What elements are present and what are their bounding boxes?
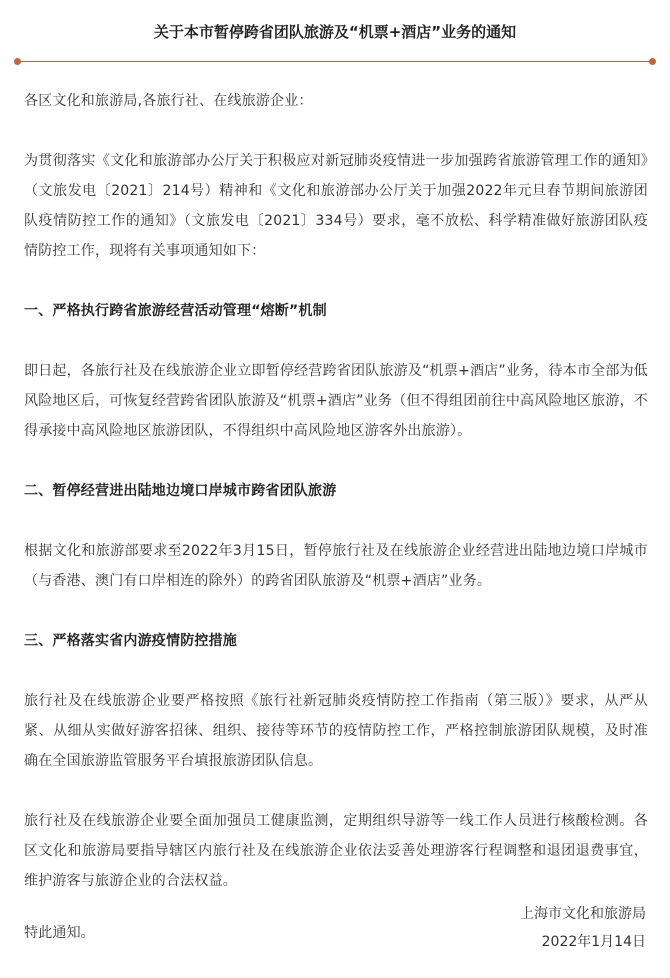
document-title: 关于本市暂停跨省团队旅游及“机票+酒店”业务的通知	[153, 23, 517, 41]
divider-right-dot	[649, 58, 656, 65]
section-2-paragraph-1: 根据文化和旅游部要求至2022年3月15日，暂停旅行社及在线旅游企业经营进出陆地边境口岸城市（与香港、澳门有口岸相连的除外）的跨省团队旅游及“机票+酒店”业务。	[24, 543, 648, 589]
section-3-paragraph-2: 旅行社及在线旅游企业要全面加强员工健康监测，定期组织导游等一线工作人员进行核酸检测。各区文化和旅游局要指导辖区内旅行社及在线旅游企业依法妥善处理游客行程调整和退团退费事宜，维护游客与旅游企业的合法权益。	[24, 813, 648, 889]
title-divider	[14, 58, 656, 66]
document-body	[24, 86, 648, 978]
signature-block	[520, 900, 646, 956]
intro-paragraph: 为贯彻落实《文化和旅游部办公厅关于积极应对新冠肺炎疫情进一步加强跨省旅游管理工作的通知》（文旅发电〔2021〕214号）精神和《文化和旅游部办公厅关于加强2022年元旦春节期间旅游团队疫情防控工作的通知》（文旅发电〔2021〕334号）要求，毫不放松、科学精准做好旅游团队疫情防控工作，现将有关事项通知如下：	[24, 153, 648, 259]
issuer-name: 上海市文化和旅游局	[520, 906, 646, 922]
salutation: 各区文化和旅游局,各旅行社、在线旅游企业：	[24, 93, 313, 109]
section-3-paragraph-1: 旅行社及在线旅游企业要严格按照《旅行社新冠肺炎疫情防控工作指南（第三版）》要求，从严从紧、从细从实做好游客招徕、组织、接待等环节的疫情防控工作，严格控制旅游团队规模，及时准确在全国旅游监管服务平台填报旅游团队信息。	[24, 693, 648, 769]
issue-date: 2022年1月14日	[541, 934, 646, 950]
section-heading-3: 三、严格落实省内游疫情防控措施	[24, 633, 237, 649]
divider-line	[20, 61, 650, 62]
section-1-paragraph-1: 即日起，各旅行社及在线旅游企业立即暂停经营跨省团队旅游及“机票+酒店”业务，待本市全部为低风险地区后，可恢复经营跨省团队旅游及“机票+酒店”业务（但不得组团前往中高风险地区旅游，不得承接中高风险地区旅游团队，不得组织中高风险地区游客外出旅游）。	[24, 363, 648, 439]
closing-line: 特此通知。	[24, 925, 95, 941]
section-heading-2: 二、暂停经营进出陆地边境口岸城市跨省团队旅游	[24, 483, 337, 499]
section-heading-1: 一、严格执行跨省旅游经营活动管理“熔断”机制	[24, 303, 327, 319]
